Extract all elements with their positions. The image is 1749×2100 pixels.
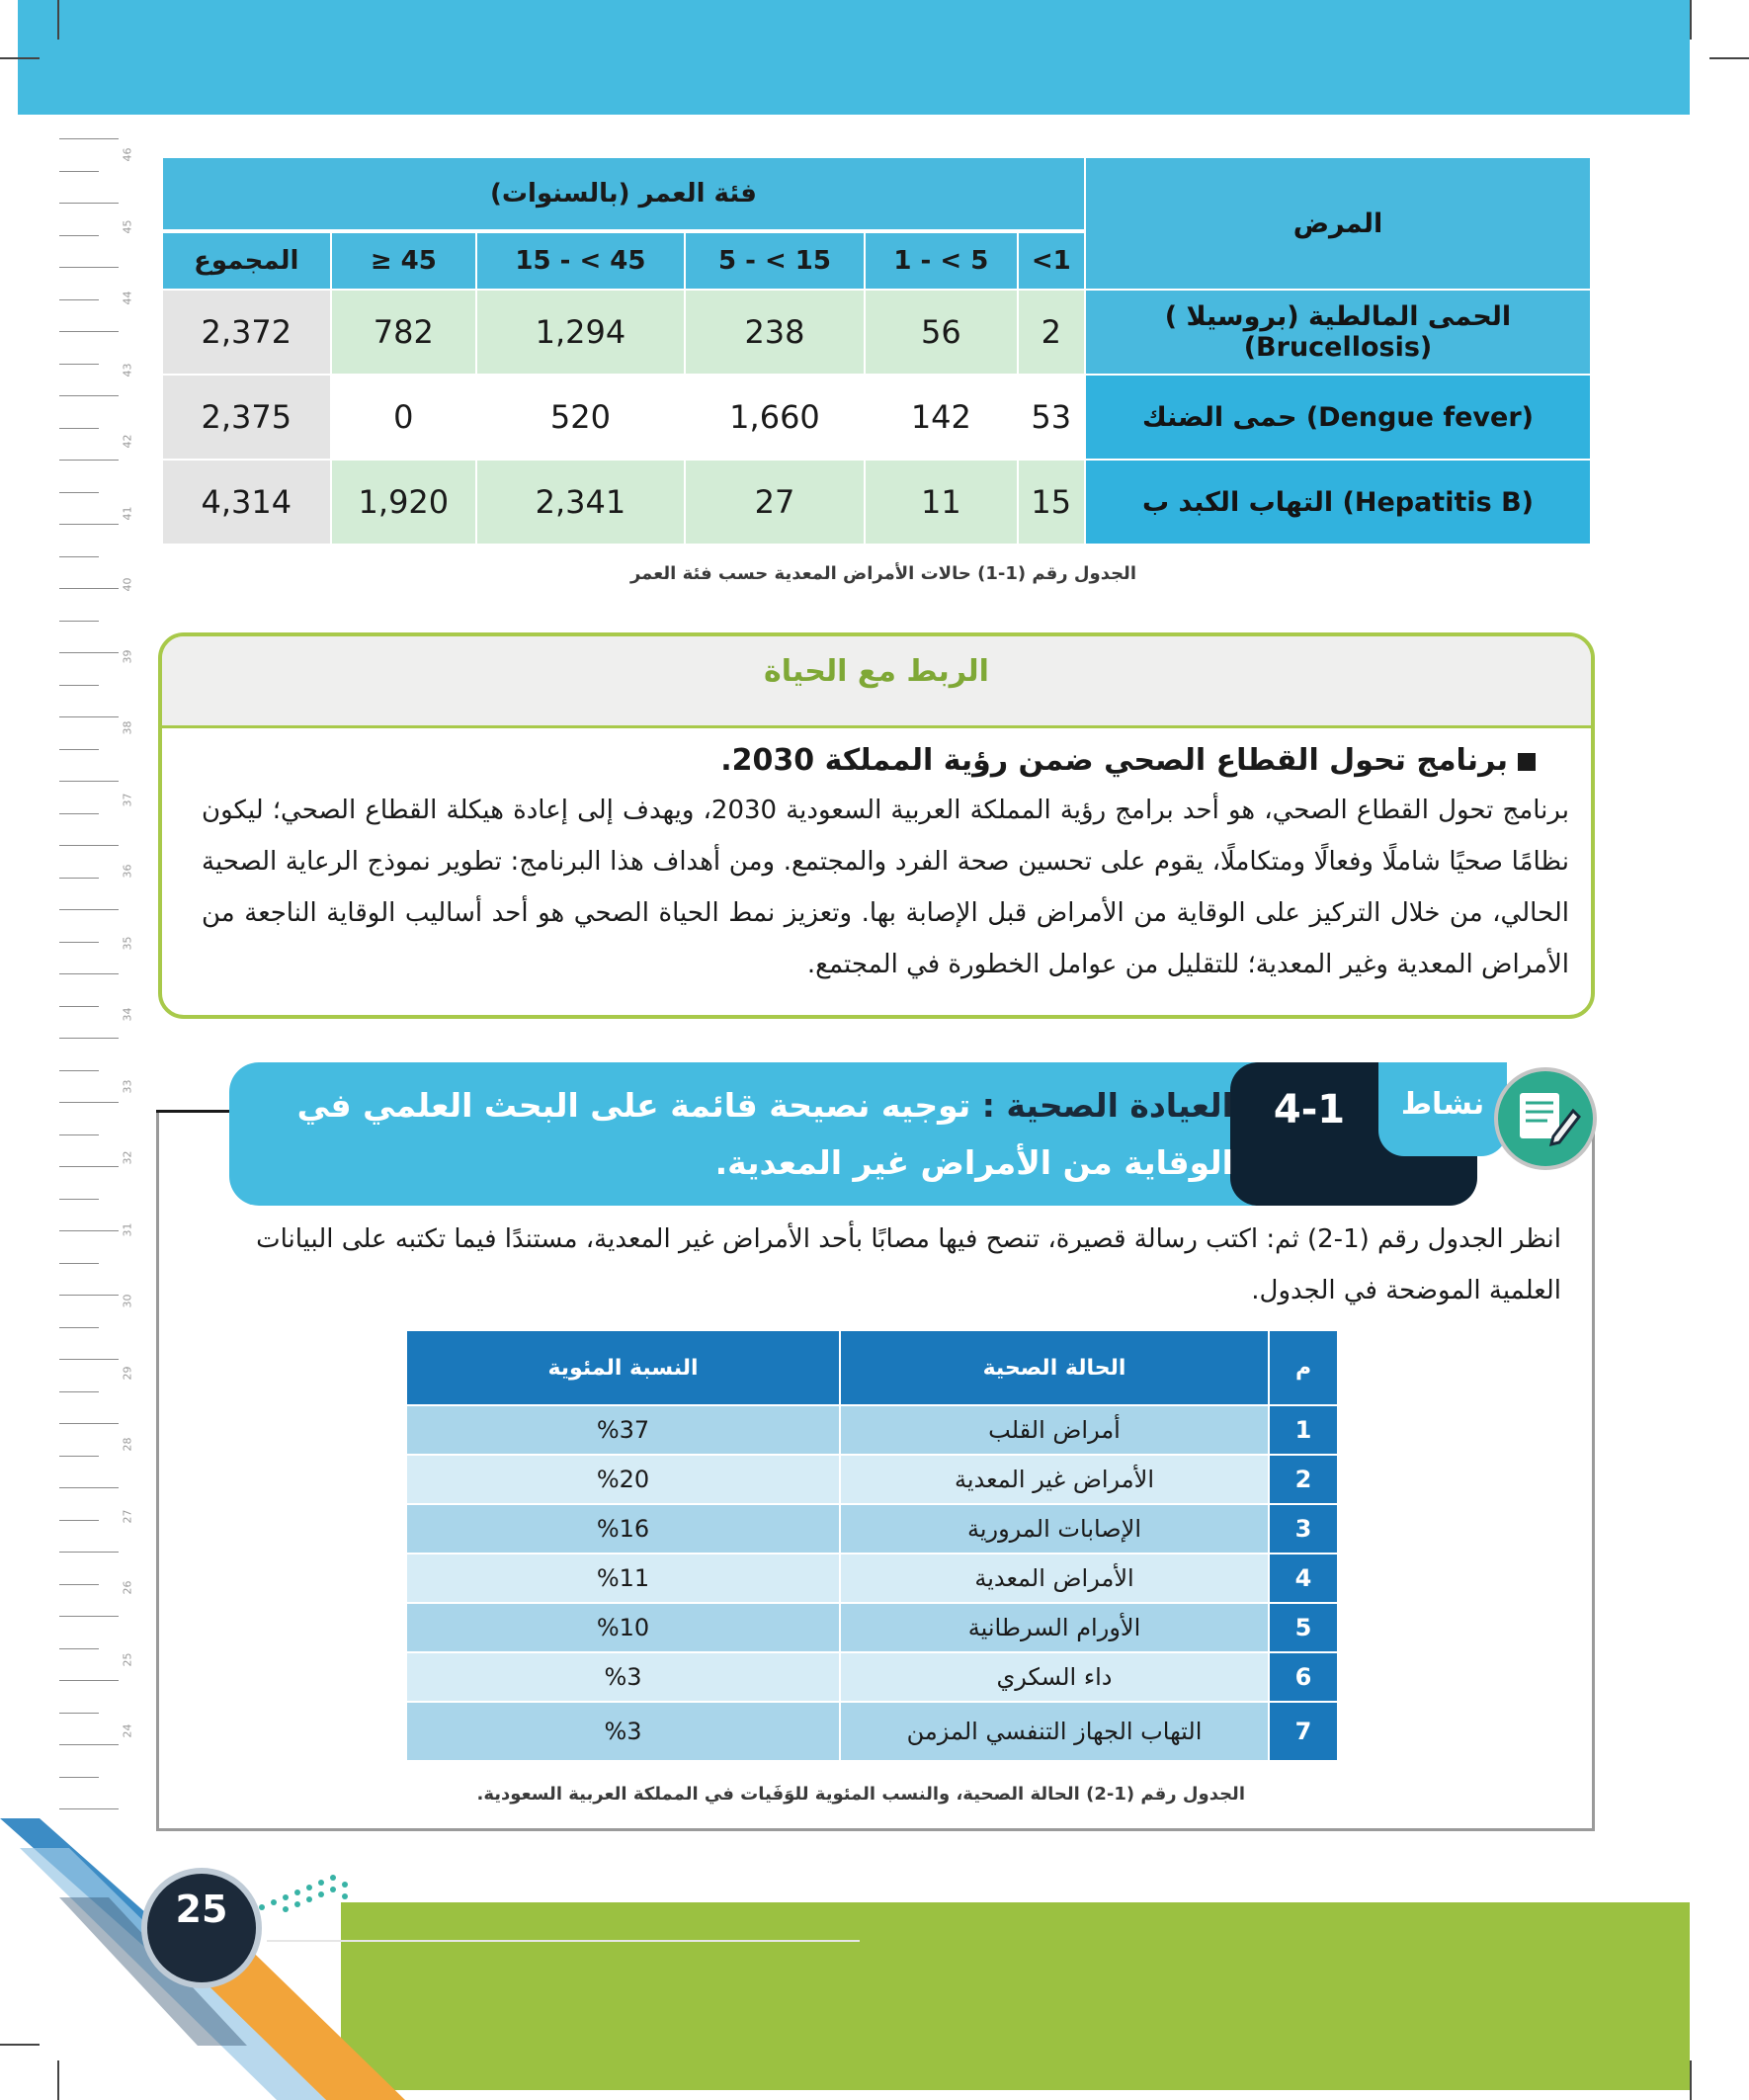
ruler-number: 31 (121, 1222, 134, 1236)
ruler-tick (59, 267, 119, 268)
ruler-number: 32 (121, 1150, 134, 1165)
ruler-tick (59, 845, 119, 846)
ruler-number: 40 (121, 577, 134, 592)
ruler-tick (59, 1166, 119, 1167)
cell: 238 (686, 291, 864, 374)
ruler-number: 30 (121, 1294, 134, 1308)
mortality-percent: %3 (407, 1653, 839, 1701)
ruler-tick (59, 716, 119, 717)
life-box-title: الربط مع الحياة (764, 654, 989, 689)
cell: 53 (1019, 376, 1084, 459)
ruler-tick (59, 781, 119, 782)
ruler-tick (59, 171, 99, 172)
ruler-tick (59, 1648, 99, 1649)
life-connection-box (158, 632, 1595, 1019)
ruler-number: 38 (121, 720, 134, 735)
bullet-square-icon (1518, 753, 1536, 771)
ruler-tick (59, 1295, 119, 1296)
ruler-tick (59, 1359, 119, 1360)
cell: 520 (477, 376, 684, 459)
ruler-tick (59, 1808, 119, 1809)
mortality-percent: %37 (407, 1406, 839, 1454)
ruler-tick (59, 203, 119, 204)
row-index: 2 (1270, 1456, 1337, 1503)
activity-title (245, 1077, 1233, 1192)
footer-divider (267, 1940, 860, 1942)
crop-mark (57, 2060, 59, 2100)
table-row (163, 461, 1590, 544)
life-bullet-heading (720, 743, 1536, 778)
ruler-number: 34 (121, 1007, 134, 1022)
cell: 56 (866, 291, 1016, 374)
crop-mark (0, 57, 40, 59)
cell: 11 (866, 461, 1016, 544)
ruler-tick (59, 1744, 119, 1745)
ruler-tick (59, 1423, 119, 1424)
table-row (407, 1456, 1337, 1503)
disease-header: المرض (1086, 158, 1590, 289)
ruler-tick (59, 973, 119, 974)
ruler-number: 27 (121, 1509, 134, 1523)
age-col-5-15: 5 - < 15 (686, 233, 864, 289)
age-col-under1: <1 (1019, 233, 1084, 289)
ruler-tick (59, 235, 99, 236)
page-number: 25 (175, 1888, 228, 1931)
ruler-tick (59, 1487, 119, 1488)
ruler-number: 25 (121, 1652, 134, 1666)
table-row (407, 1406, 1337, 1454)
ruler-tick (59, 1230, 119, 1231)
col-condition-header: الحالة الصحية (841, 1331, 1268, 1404)
ruler-tick (59, 492, 99, 493)
mortality-percent: %20 (407, 1456, 839, 1503)
ruler-number: 41 (121, 506, 134, 520)
infectious-disease-table (161, 156, 1592, 546)
crop-mark (1690, 2060, 1692, 2100)
disease-name: حمى الضنك (Dengue fever) (1086, 376, 1590, 459)
ruler-tick (59, 685, 99, 686)
ruler-tick (59, 1070, 99, 1071)
ruler-tick (59, 524, 119, 525)
cell: 27 (686, 461, 864, 544)
ruler-tick (59, 1263, 99, 1264)
ruler-tick (59, 813, 99, 814)
ruler-tick (59, 1552, 119, 1553)
row-index: 3 (1270, 1505, 1337, 1553)
cell-total: 2,375 (163, 376, 330, 459)
ruler-tick (59, 1777, 99, 1778)
activity-title-bold: العيادة الصحية : (981, 1086, 1233, 1125)
health-mortality-table (405, 1329, 1339, 1762)
row-index: 6 (1270, 1653, 1337, 1701)
cell: 2,341 (477, 461, 684, 544)
ruler-tick (59, 460, 119, 461)
col-index-header: م (1270, 1331, 1337, 1404)
ministry-logo-dots (252, 1863, 361, 1922)
health-condition: داء السكري (841, 1653, 1268, 1701)
ruler-tick (59, 878, 99, 879)
activity-number: 4-1 (1273, 1087, 1346, 1133)
table-row (407, 1505, 1337, 1553)
age-col-15-45: 15 - < 45 (477, 233, 684, 289)
ruler-number: 35 (121, 936, 134, 950)
health-condition: الأمراض غير المعدية (841, 1456, 1268, 1503)
ruler-number: 39 (121, 649, 134, 663)
row-index: 4 (1270, 1554, 1337, 1602)
cell: 15 (1019, 461, 1084, 544)
ruler-tick (59, 556, 99, 557)
ruler-tick (59, 1134, 99, 1135)
cell-total: 2,372 (163, 291, 330, 374)
ruler-tick (59, 1713, 99, 1714)
bullet-text: برنامج تحول القطاع الصحي ضمن رؤية المملكة 2030. (720, 743, 1508, 778)
ruler-number: 43 (121, 363, 134, 377)
pencil-notes-icon (1494, 1067, 1597, 1170)
ruler-tick (59, 1199, 99, 1200)
health-condition: أمراض القلب (841, 1406, 1268, 1454)
table-row (407, 1703, 1337, 1760)
row-index: 7 (1270, 1703, 1337, 1760)
ruler-number: 28 (121, 1437, 134, 1452)
table-row (407, 1554, 1337, 1602)
ruler-tick (59, 1391, 99, 1392)
health-condition: الإصابات المرورية (841, 1505, 1268, 1553)
footer-green-band (341, 1902, 1690, 2090)
health-condition: الأمراض المعدية (841, 1554, 1268, 1602)
age-group-header: فئة العمر (بالسنوات) (163, 158, 1084, 231)
disease-name: التهاب الكبد ب (Hepatitis B) (1086, 461, 1590, 544)
ruler-tick (59, 1006, 99, 1007)
table2-caption: الجدول رقم (1-2) الحالة الصحية، والنسب المئوية للوَفَيات في المملكة العربية السعودية. (476, 1784, 1245, 1805)
ruler-tick (59, 331, 119, 332)
ruler-number: 44 (121, 291, 134, 305)
crop-mark (0, 2044, 40, 2046)
disease-name: الحمى المالطية (بروسيلا ) (Brucellosis) (1086, 291, 1590, 374)
ruler-number: 33 (121, 1079, 134, 1093)
crop-mark (57, 0, 59, 40)
mortality-percent: %11 (407, 1554, 839, 1602)
age-col-total: المجموع (163, 233, 330, 289)
health-condition: الأورام السرطانية (841, 1604, 1268, 1651)
mortality-percent: %16 (407, 1505, 839, 1553)
activity-tag-label: نشاط (1400, 1087, 1485, 1122)
cell: 1,920 (332, 461, 476, 544)
ruler-tick (59, 1680, 119, 1681)
ruler-tick (59, 364, 99, 365)
crop-mark (1690, 0, 1692, 40)
ruler-tick (59, 1520, 99, 1521)
ruler-tick (59, 1102, 119, 1103)
ruler-tick (59, 395, 119, 396)
ruler-number: 42 (121, 434, 134, 449)
ruler-tick (59, 1327, 99, 1328)
top-banner (18, 0, 1690, 115)
page-ruler (59, 138, 163, 1838)
ruler-tick (59, 942, 99, 943)
cell: 0 (332, 376, 476, 459)
table-row (407, 1604, 1337, 1651)
row-index: 5 (1270, 1604, 1337, 1651)
ruler-tick (59, 1456, 99, 1457)
table-row (407, 1653, 1337, 1701)
activity-frame-top (156, 1110, 235, 1113)
ruler-number: 36 (121, 864, 134, 879)
ruler-tick (59, 909, 119, 910)
crop-mark (1709, 57, 1749, 59)
activity-instruction: انظر الجدول رقم (1-2) ثم: اكتب رسالة قصيرة، تنصح فيها مصابًا بأحد الأمراض غير المعدية، مستندًا فيما تكتبه على البيانات العلمية الموضحة في الجدول. (256, 1224, 1561, 1305)
ruler-tick (59, 652, 119, 653)
ruler-tick (59, 588, 119, 589)
life-paragraph: برنامج تحول القطاع الصحي، هو أحد برامج رؤية المملكة العربية السعودية 2030، ويهدف إلى إعادة هيكلة القطاع الصحي؛ ليكون نظامًا صحيًا شاملًا وفعالًا ومتكاملًا، يقوم على تحسين صحة الفرد والمجتمع. ومن أهداف هذا البرنامج: تطوير نموذج الرعاية الصحية الحالي، من خلال التركيز على الوقاية من الأمراض قبل الإصابة بها. وتعزيز نمط الحياة الصحي هو أحد أساليب الوقاية الناجعة من الأمراض المعدية وغير المعدية؛ للتقليل من عوامل الخطورة في المجتمع. (202, 796, 1569, 979)
table1-caption: الجدول رقم (1-1) حالات الأمراض المعدية حسب فئة العمر (629, 563, 1136, 584)
health-condition: التهاب الجهاز التنفسي المزمن (841, 1703, 1268, 1760)
table-row (163, 376, 1590, 459)
ruler-number: 29 (121, 1366, 134, 1380)
ruler-tick (59, 1584, 99, 1585)
ruler-number: 46 (121, 147, 134, 162)
mortality-percent: %3 (407, 1703, 839, 1760)
cell-total: 4,314 (163, 461, 330, 544)
ruler-tick (59, 1616, 119, 1617)
ruler-tick (59, 138, 119, 139)
table-row (163, 291, 1590, 374)
cell: 142 (866, 376, 1016, 459)
cell: 782 (332, 291, 476, 374)
activity-title-rest: توجيه نصيحة قائمة على البحث العلمي في الوقاية من الأمراض غير المعدية. (296, 1086, 1233, 1182)
ruler-tick (59, 621, 99, 622)
mortality-percent: %10 (407, 1604, 839, 1651)
row-index: 1 (1270, 1406, 1337, 1454)
ruler-tick (59, 1038, 119, 1039)
age-col-1-5: 1 - < 5 (866, 233, 1016, 289)
cell: 1,294 (477, 291, 684, 374)
col-percent-header: النسبة المئوية (407, 1331, 839, 1404)
age-col-45plus: ≥ 45 (332, 233, 476, 289)
ruler-tick (59, 428, 99, 429)
ruler-number: 26 (121, 1580, 134, 1595)
ruler-tick (59, 299, 99, 300)
cell: 2 (1019, 291, 1084, 374)
cell: 1,660 (686, 376, 864, 459)
ruler-number: 45 (121, 219, 134, 233)
ruler-tick (59, 749, 99, 750)
ruler-number: 24 (121, 1723, 134, 1738)
ruler-number: 37 (121, 793, 134, 806)
